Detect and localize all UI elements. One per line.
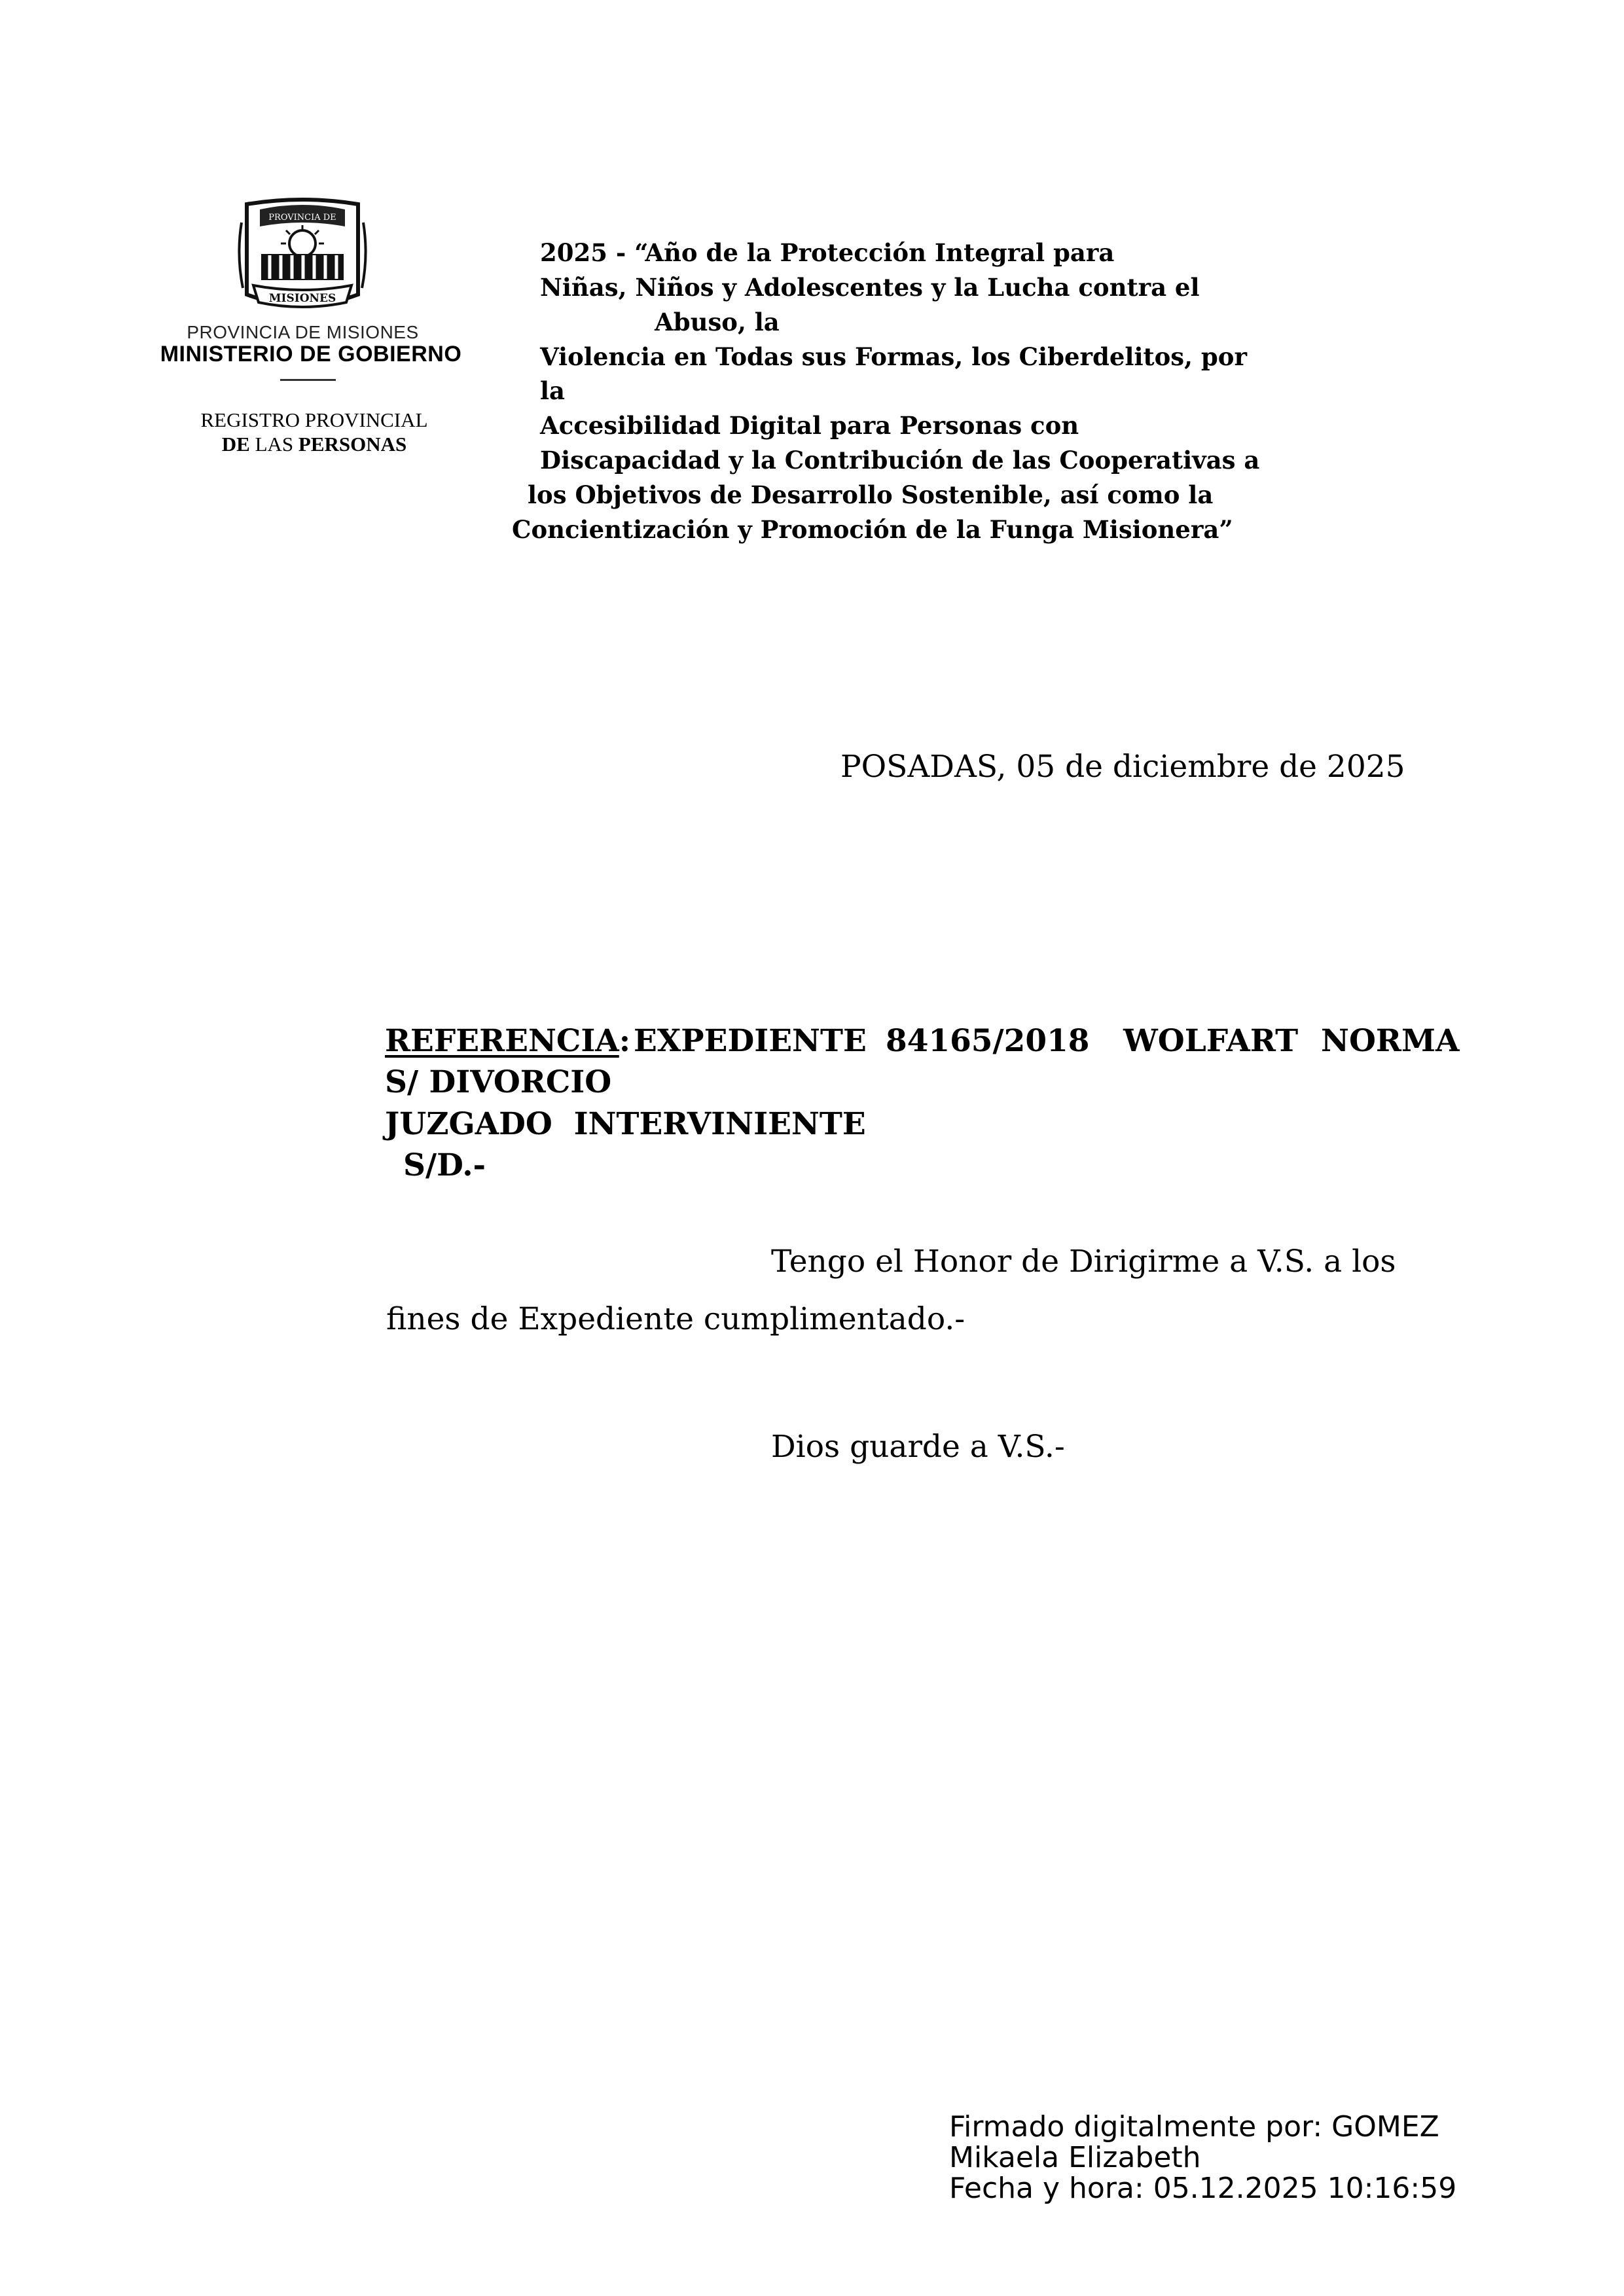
date-line: POSADAS, 05 de diciembre de 2025 xyxy=(840,749,1405,785)
motto-line: 2025 - “Año de la Protección Integral para xyxy=(540,238,1115,267)
motto-line: Accesibilidad Digital para Personas con xyxy=(540,411,1079,440)
motto-line: la xyxy=(540,376,566,405)
registro-personas-word: PERSONAS xyxy=(298,433,407,456)
logo-divider xyxy=(280,379,336,381)
body-paragraph-line: Tengo el Honor de Dirigirme a V.S. a los xyxy=(771,1244,1396,1280)
motto-line: Discapacidad y la Contribución de las Cooperativas a xyxy=(540,446,1260,475)
provincia-de-misiones-seal-logo xyxy=(234,196,371,313)
digital-signature-line: Firmado digitalmente por: GOMEZ xyxy=(949,2110,1439,2144)
reference-expediente-number: 84165/2018 xyxy=(886,1023,1090,1059)
registro-las-word: LAS xyxy=(249,433,298,456)
reference-sd: S/D.- xyxy=(403,1147,486,1183)
logo-provincia-text: PROVINCIA DE MISIONES xyxy=(187,322,419,342)
digital-signature-datetime: Fecha y hora: 05.12.2025 10:16:59 xyxy=(949,2172,1457,2205)
digital-signature-name: Mikaela Elizabeth xyxy=(949,2141,1201,2174)
reference-party-surname: WOLFART xyxy=(1123,1023,1299,1059)
reference-label: REFERENCIA xyxy=(385,1023,619,1059)
motto-line: Niñas, Niños y Adolescentes y la Lucha contra el xyxy=(540,273,1200,302)
motto-line: Violencia en Todas sus Formas, los Ciberdelitos, por xyxy=(540,342,1247,371)
reference-subject: S/ DIVORCIO xyxy=(385,1064,612,1100)
logo-ministerio-text: MINISTERIO DE GOBIERNO xyxy=(160,342,462,367)
registro-de-word: DE xyxy=(221,433,250,456)
seal-top-text: PROVINCIA DE xyxy=(268,213,336,223)
reference-expediente-word: EXPEDIENTE xyxy=(634,1023,867,1059)
reference-colon: : xyxy=(619,1023,631,1059)
motto-line: Abuso, la xyxy=(655,308,780,336)
motto-line: Concientización y Promoción de la Funga Misionera” xyxy=(512,515,1233,544)
reference-party-name: NORMA xyxy=(1321,1023,1460,1059)
closing-line: Dios guarde a V.S.- xyxy=(771,1429,1065,1465)
body-paragraph-line: fines de Expediente cumplimentado.- xyxy=(386,1301,965,1337)
reference-recipient: JUZGADO INTERVINIENTE xyxy=(385,1106,866,1142)
registro-provincial-line: REGISTRO PROVINCIAL xyxy=(200,408,428,431)
seal-bottom-text: MISIONES xyxy=(268,292,336,305)
reference-header-line xyxy=(385,1023,631,1059)
motto-line: los Objetivos de Desarrollo Sostenible, así como la xyxy=(528,480,1214,509)
registro-personas-line xyxy=(157,433,471,456)
